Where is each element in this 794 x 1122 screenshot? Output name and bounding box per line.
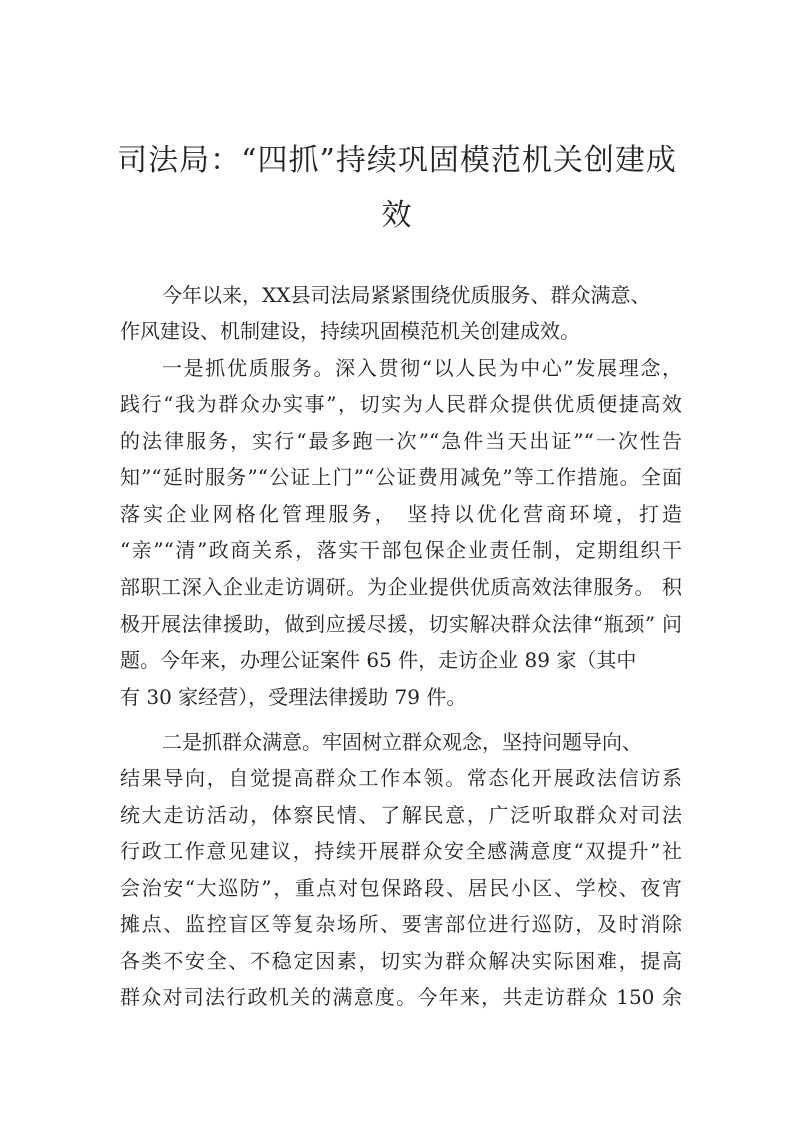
text-line: 行政工作意见建议，持续开展群众安全感满意度“双提升”社 bbox=[120, 839, 682, 863]
text-line: 知”“延时服务”“公证上门”“公证费用减免”等工作措施。全面 bbox=[120, 465, 682, 489]
text-line: 践行“我为群众办实事”，切实为人民群众提供优质便捷高效 bbox=[120, 392, 682, 416]
text-line: “亲”“清”政商关系，落实干部包保企业责任制，定期组织干 bbox=[120, 538, 682, 562]
text-line: 作风建设、机制建设，持续巩固模范机关创建成效。 bbox=[120, 319, 580, 343]
document-title-line-2: 效 bbox=[381, 198, 413, 233]
text-line: 今年以来，XX县司法局紧紧围绕优质服务、群众满意、 bbox=[162, 283, 651, 307]
text-line: 各类不安全、不稳定因素，切实为群众解决实际困难，提高 bbox=[120, 949, 682, 973]
text-line: 有 30 家经营），受理法律援助 79 件。 bbox=[120, 685, 467, 709]
text-line: 题。今年来，办理公证案件 65 件，走访企业 89 家（其中 bbox=[120, 648, 637, 672]
text-line: 统大走访活动，体察民情、了解民意，广泛听取群众对司法 bbox=[120, 803, 682, 827]
text-line: 的法律服务，实行“最多跑一次”“急件当天出证”“一次性告 bbox=[120, 429, 682, 453]
text-line: 二是抓群众满意。牢固树立群众观念，坚持问题导向、 bbox=[162, 730, 642, 754]
text-line: 会治安“大巡防”，重点对包保路段、居民小区、学校、夜宵 bbox=[120, 876, 682, 900]
text-line: 落实企业网格化管理服务， 坚持以优化营商环境，打造 bbox=[120, 502, 682, 526]
text-line: 结果导向，自觉提高群众工作本领。常态化开展政法信访系 bbox=[120, 766, 682, 790]
document-title-line-1: 司法局：“四抓”持续巩固模范机关创建成 bbox=[117, 143, 677, 178]
text-line: 群众对司法行政机关的满意度。今年来，共走访群众 150 余 bbox=[120, 985, 682, 1009]
text-line: 极开展法律援助，做到应援尽援，切实解决群众法律“瓶颈” 问 bbox=[120, 612, 682, 636]
text-line: 一是抓优质服务。深入贯彻“以人民为中心”发展理念， bbox=[162, 356, 682, 380]
text-line: 部职工深入企业走访调研。为企业提供优质高效法律服务。 积 bbox=[120, 575, 682, 599]
text-line: 摊点、监控盲区等复杂场所、要害部位进行巡防，及时消除 bbox=[120, 912, 682, 936]
